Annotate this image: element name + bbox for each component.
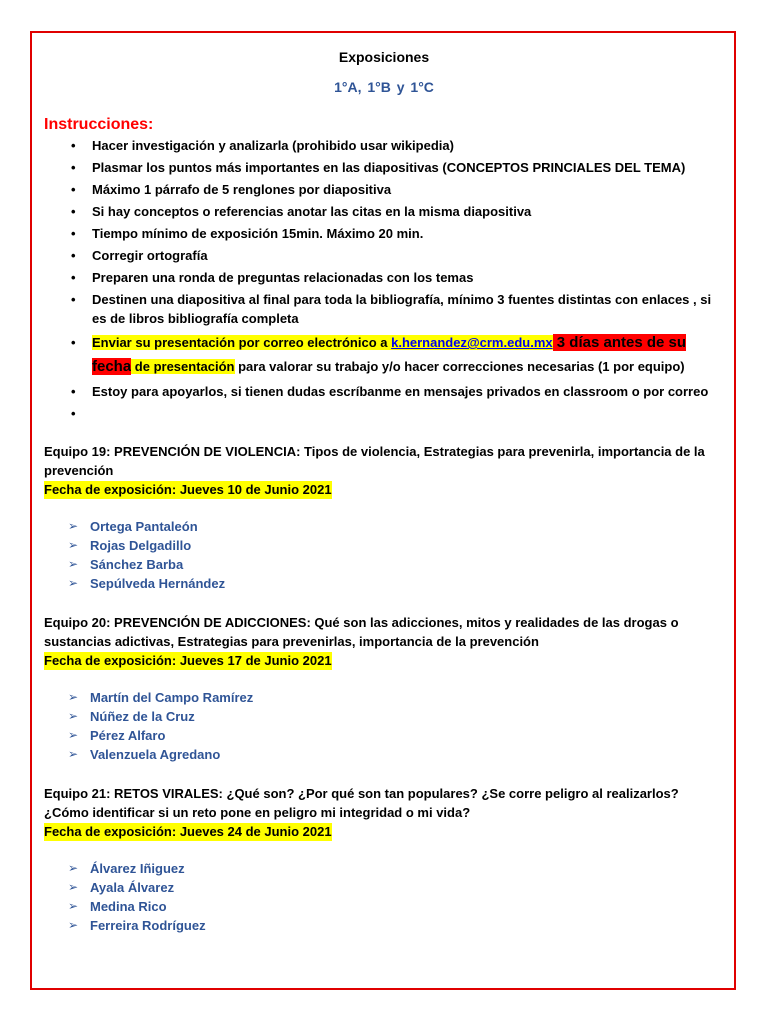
instruction-item: • Destinen una diapositiva al final para toda la bibliografía, mínimo 3 fuentes distintas con enlaces , si es de libros bibliografía completa (71, 292, 712, 326)
arrow-icon: ➢ (68, 709, 79, 723)
list-item: ➢ Ferreira Rodríguez (68, 918, 206, 933)
groups-subtitle: 1°A, 1°B y 1°C (334, 79, 434, 95)
list-item: ➢ Martín del Campo Ramírez (68, 690, 254, 705)
arrow-icon: ➢ (68, 728, 79, 742)
bullet-icon: • (71, 160, 76, 175)
arrow-icon: ➢ (68, 880, 79, 894)
bullet-icon: • (71, 406, 76, 421)
bullet-icon: • (71, 270, 76, 285)
list-item: ➢ Ayala Álvarez (68, 880, 175, 895)
arrow-icon: ➢ (68, 899, 79, 913)
list-item: ➢ Ortega Pantaleón (68, 519, 198, 534)
bullet-icon: • (71, 182, 76, 197)
list-item: ➢ Álvarez Iñiguez (68, 861, 185, 876)
instruction-item: • Si hay conceptos o referencias anotar las citas en la misma diapositiva (71, 204, 532, 219)
arrow-icon: ➢ (68, 690, 79, 704)
team-date: Fecha de exposición: Jueves 24 de Junio 2021 (44, 824, 332, 839)
list-item: ➢ Medina Rico (68, 899, 167, 914)
bullet-icon: • (71, 248, 76, 263)
list-item: ➢ Rojas Delgadillo (68, 538, 192, 553)
bullet-icon: • (71, 384, 76, 399)
email-suffix: para valorar su trabajo y/o hacer correcciones necesarias (1 por equipo) (234, 359, 685, 374)
email-link[interactable]: k.hernandez@crm.edu.mx (391, 335, 553, 350)
member-list (44, 517, 724, 593)
arrow-icon: ➢ (68, 538, 79, 552)
deadline-highlight: 3 días antes de su (552, 334, 687, 351)
list-item: ➢ Valenzuela Agredano (68, 747, 221, 762)
member-list (44, 859, 724, 935)
team-section-20 (44, 613, 724, 764)
instruction-item: • Tiempo mínimo de exposición 15min. Máximo 20 min. (71, 226, 424, 241)
bullet-icon: • (71, 226, 76, 241)
bullet-icon: • (71, 335, 76, 350)
document-title: Exposiciones (338, 49, 430, 65)
member-list (44, 688, 724, 764)
arrow-icon: ➢ (68, 747, 79, 761)
arrow-icon: ➢ (68, 519, 79, 533)
instruction-item-email (44, 331, 724, 379)
team-title: Equipo 20: PREVENCIÓN DE ADICCIONES: Qué son las adicciones, mitos y realidades de las drogas o sustancias adictivas, Estrategias para prevenirlas, importancia de la prevención (44, 615, 679, 649)
team-section-19 (44, 442, 724, 593)
instruction-item-empty (44, 404, 724, 423)
email-prefix: Enviar su presentación por correo electrónico a (92, 335, 392, 350)
list-item: ➢ Núñez de la Cruz (68, 709, 195, 724)
instruction-item: • Estoy para apoyarlos, si tienen dudas escríbanme en mensajes privados en classroom o por correo (71, 384, 709, 399)
arrow-icon: ➢ (68, 576, 79, 590)
arrow-icon: ➢ (68, 861, 79, 875)
team-title: Equipo 19: PREVENCIÓN DE VIOLENCIA: Tipos de violencia, Estrategias para prevenirla, importancia de la prevención (44, 444, 705, 478)
document-body (44, 46, 724, 935)
instructions-list (44, 136, 724, 423)
arrow-icon: ➢ (68, 557, 79, 571)
bullet-icon: • (71, 292, 76, 307)
instruction-item: • Corregir ortografía (71, 248, 208, 263)
presentation-highlight: de presentación (131, 359, 235, 374)
list-item: ➢ Sánchez Barba (68, 557, 184, 572)
list-item: ➢ Sepúlveda Hernández (68, 576, 226, 591)
bullet-icon: • (71, 204, 76, 219)
instruction-item: • Preparen una ronda de preguntas relacionadas con los temas (71, 270, 474, 285)
instruction-item: • Plasmar los puntos más importantes en las diapositivas (CONCEPTOS PRINCIALES DEL TEMA) (71, 160, 686, 175)
team-section-21 (44, 784, 724, 935)
bullet-icon: • (71, 138, 76, 153)
team-date: Fecha de exposición: Jueves 17 de Junio 2021 (44, 653, 332, 668)
team-title: Equipo 21: RETOS VIRALES: ¿Qué son? ¿Por qué son tan populares? ¿Se corre peligro al realizarlos? ¿Cómo identificar si un reto pone en peligro mi integridad o mi vida? (44, 786, 679, 820)
instruction-item: • Hacer investigación y analizarla (prohibido usar wikipedia) (71, 138, 454, 153)
deadline-highlight-2: fecha (92, 358, 132, 375)
instructions-heading: Instrucciones: (44, 116, 154, 133)
instruction-item: • Máximo 1 párrafo de 5 renglones por diapositiva (71, 182, 392, 197)
list-item: ➢ Pérez Alfaro (68, 728, 166, 743)
team-date: Fecha de exposición: Jueves 10 de Junio 2021 (44, 482, 332, 497)
arrow-icon: ➢ (68, 918, 79, 932)
